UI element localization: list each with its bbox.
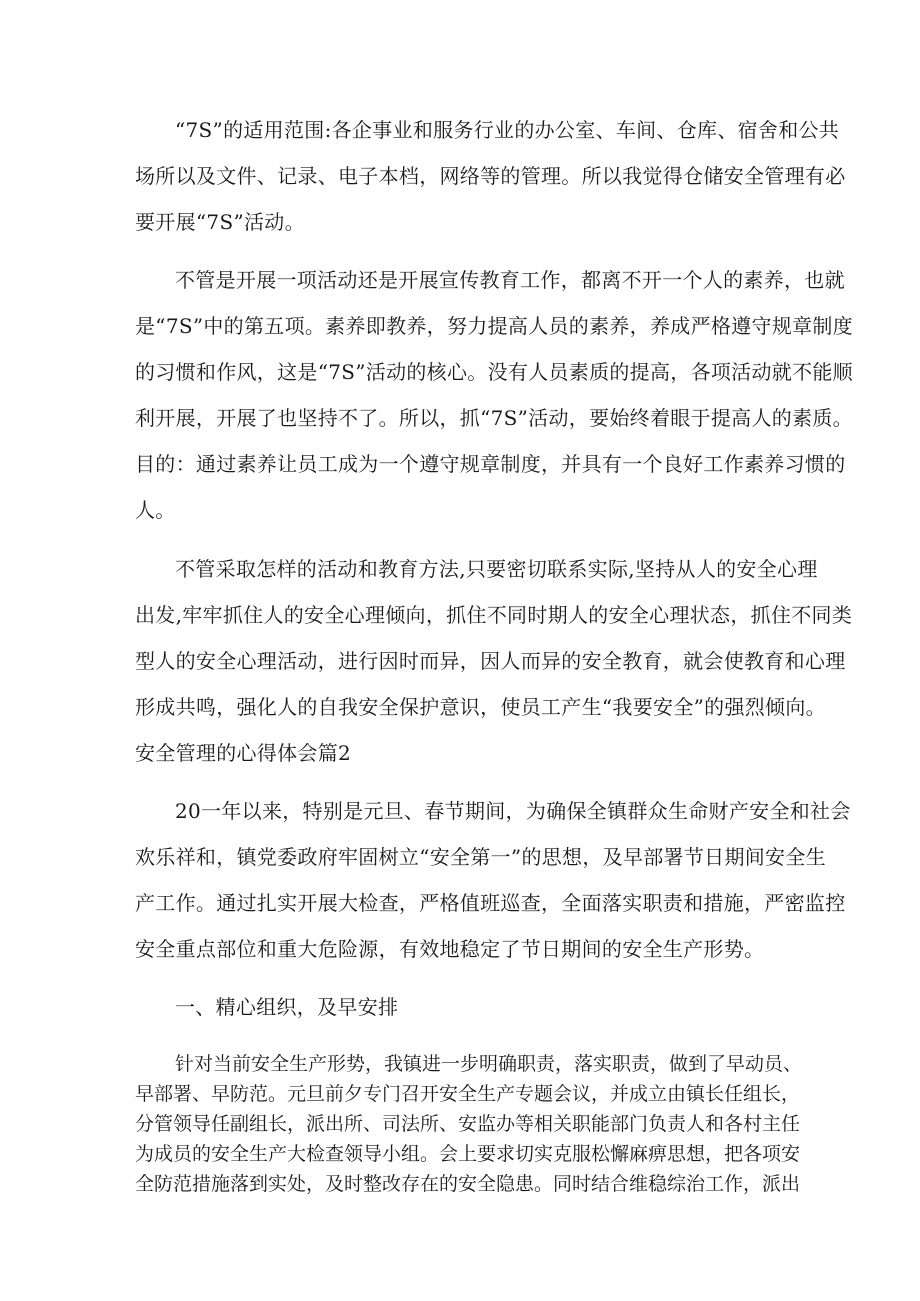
text-line: 场所以及文件、记录、电子本档，网络等的管理。所以我觉得仓储安全管理有必 <box>135 164 846 188</box>
text-line: 20一年以来，特别是元旦、春节期间，为确保全镇群众生命财产安全和社会 <box>175 799 851 823</box>
text-line: 不管是开展一项活动还是开展宣传教育工作，都离不开一个人的素养，也就 <box>175 268 845 292</box>
text-line: 利开展，开展了也坚持不了。所以，抓“7S”活动，要始终着眼于提高人的素质。 <box>135 406 853 430</box>
text-line: 安全重点部位和重大危险源，有效地稳定了节日期间的安全生产形势。 <box>135 937 765 961</box>
text-line: 的习惯和作风，这是“7S”活动的核心。没有人员素质的提高，各项活动就不能顺 <box>135 360 853 384</box>
text-line: 针对当前安全生产形势，我镇进一步明确职责，落实职责，做到了早动员、 <box>175 1053 803 1075</box>
text-line: 是“7S”中的第五项。素养即教养，努力提高人员的素养，养成严格遵守规章制度 <box>135 314 853 338</box>
text-line: 要开展“7S”活动。 <box>135 210 305 234</box>
text-line: 分管领导任副组长，派出所、司法所、安监办等相关职能部门负责人和各村主任 <box>135 1113 801 1135</box>
text-line: 形成共鸣，强化人的自我安全保护意识，使员工产生“我要安全”的强烈倾向。 <box>135 695 826 719</box>
text-line: 目的：通过素养让员工成为一个遵守规章制度，并具有一个良好工作素养习惯的 <box>135 452 846 476</box>
text-line: 出发,牢牢抓住人的安全心理倾向，抓住不同时期人的安全心理状态，抓住不同类 <box>135 603 853 627</box>
section-heading: 安全管理的心得体会篇2 <box>135 741 352 765</box>
text-line: 不管采取怎样的活动和教育方法,只要密切联系实际,坚持从人的安全心理 <box>175 557 818 581</box>
text-line: 早部署、早防范。元旦前夕专门召开安全生产专题会议，并成立由镇长任组长， <box>135 1083 801 1105</box>
text-line: 全防范措施落到实处，及时整改存在的安全隐患。同时结合维稳综治工作，派出 <box>135 1173 801 1195</box>
subsection-heading: 一、精心组织，及早安排 <box>175 995 399 1019</box>
text-line: 为成员的安全生产大检查领导小组。会上要求切实克服松懈麻痹思想，把各项安 <box>135 1143 801 1165</box>
text-line: “7S”的适用范围:各企事业和服务行业的办公室、车间、仓库、宿舍和公共 <box>175 118 840 142</box>
text-line: 型人的安全心理活动，进行因时而异，因人而异的安全教育，就会使教育和心理 <box>135 649 846 673</box>
text-line: 欢乐祥和，镇党委政府牢固树立“安全第一”的思想，及早部署节日期间安全生 <box>135 845 826 869</box>
text-line: 产工作。通过扎实开展大检查，严格值班巡查，全面落实职责和措施，严密监控 <box>135 891 846 915</box>
text-line: 人。 <box>135 498 176 522</box>
